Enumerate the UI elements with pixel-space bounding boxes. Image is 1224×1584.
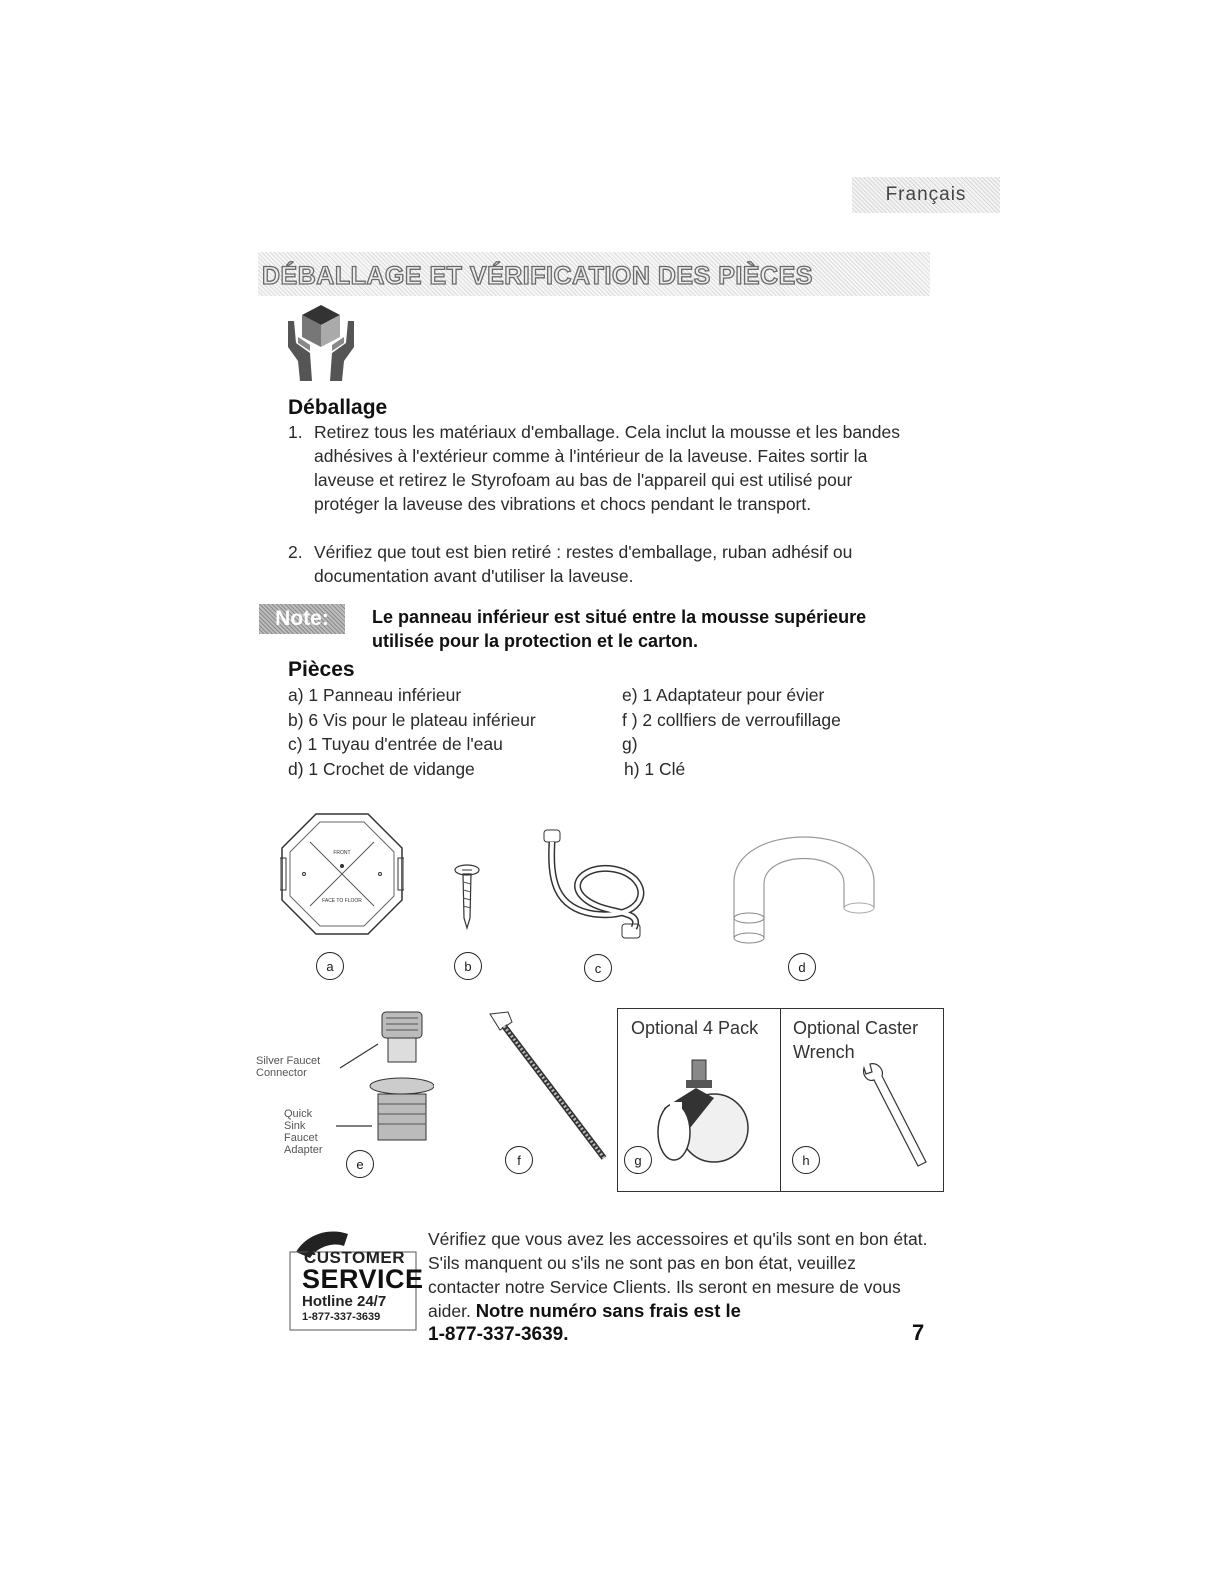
customer-service-text (428, 1227, 928, 1347)
label-c: c (584, 954, 612, 982)
list-item (288, 540, 918, 588)
drain-hook-figure (724, 812, 888, 948)
list-item: d) 1 Crochet de vidange (288, 758, 475, 779)
label-d: d (788, 953, 816, 981)
service-paragraph: Vérifiez que vous avez les accessoires et qu'ils sont en bon état. S'ils manquent ou s'ils ne sont pas en bon état, veuillez contacter notre Service Clients. Ils seront en mesure de vous aider. (428, 1229, 928, 1321)
parts-list-right (622, 683, 922, 781)
handle-with-care-icon (284, 303, 358, 381)
caster-figure (644, 1058, 754, 1168)
list-item: c) 1 Tuyau d'entrée de l'eau (288, 734, 503, 754)
label-b: b (454, 952, 482, 980)
list-item: g) (622, 734, 638, 754)
service-phone: 1-877-337-3639. (428, 1324, 569, 1345)
floor-label: FACE TO FLOOR (322, 898, 362, 904)
caster-wrench-figure (858, 1062, 930, 1174)
list-number: 2. (288, 542, 303, 562)
list-item: b) 6 Vis pour le plateau inférieur (288, 709, 536, 730)
unpacking-heading: Déballage (288, 396, 388, 419)
optional-4-pack-label: Optional 4 Pack (631, 1018, 759, 1038)
list-item (288, 420, 918, 516)
label-e: e (346, 1150, 374, 1178)
logo-line-service: SERVICE (302, 1264, 424, 1294)
label-a: a (316, 952, 344, 980)
list-text: Retirez tous les matériaux d'emballage. Cela inclut la mousse et les bandes adhésives à l'extérieur comme à l'intérieur de la laveuse. Faites sortir la laveuse et retirez le Styrofoam au bas de l'appareil qui est utilisé pour protéger la laveuse des vibrations et chocs pendant le transport. (314, 422, 901, 514)
service-toll-free: Notre numéro sans frais est le (475, 1300, 741, 1321)
language-tab: Français (852, 177, 1000, 213)
sink-adapter-label: Quick Sink Faucet Adapter (284, 1108, 323, 1156)
page-title: DÉBALLAGE ET VÉRIFICATION DES PIÈCES (262, 262, 813, 290)
list-text: Vérifiez que tout est bien retiré : restes d'emballage, ruban adhésif ou documentation avant d'utiliser la laveuse. (314, 542, 853, 586)
screw-figure (452, 862, 482, 932)
unpacking-list (288, 420, 918, 588)
list-item: e) 1 Adaptateur pour évier (622, 685, 825, 705)
parts-list-left (288, 683, 608, 781)
label-f: f (505, 1146, 533, 1174)
faucet-connector-label: Silver Faucet Connector (256, 1055, 321, 1079)
list-item: h) 1 Clé (624, 758, 686, 779)
logo-line-phone: 1-877-337-3639 (302, 1311, 381, 1323)
list-item: f ) 2 collfiers de verroufillage (622, 709, 841, 730)
logo-line-customer: CUSTOMER (304, 1248, 405, 1267)
cable-tie-figure (486, 1008, 616, 1168)
optional-wrench-label: Optional Caster Wrench (793, 1018, 919, 1062)
bottom-panel-figure (280, 812, 404, 936)
front-label: FRONT (333, 850, 351, 856)
page-number: 7 (912, 1320, 925, 1345)
sink-adapter-figure (334, 1008, 434, 1158)
list-number: 1. (288, 422, 303, 442)
note-badge: Note: (259, 604, 345, 634)
inlet-hose-figure (534, 828, 664, 948)
note-text: Le panneau inférieur est situé entre la mousse supérieure utilisée pour la protection et le carton. (372, 607, 867, 651)
list-item: a) 1 Panneau inférieur (288, 685, 462, 705)
label-h: h (792, 1146, 820, 1174)
customer-service-logo (288, 1226, 424, 1332)
parts-heading: Pièces (288, 658, 355, 681)
label-g: g (624, 1146, 652, 1174)
logo-line-hotline: Hotline 24/7 (302, 1293, 387, 1310)
